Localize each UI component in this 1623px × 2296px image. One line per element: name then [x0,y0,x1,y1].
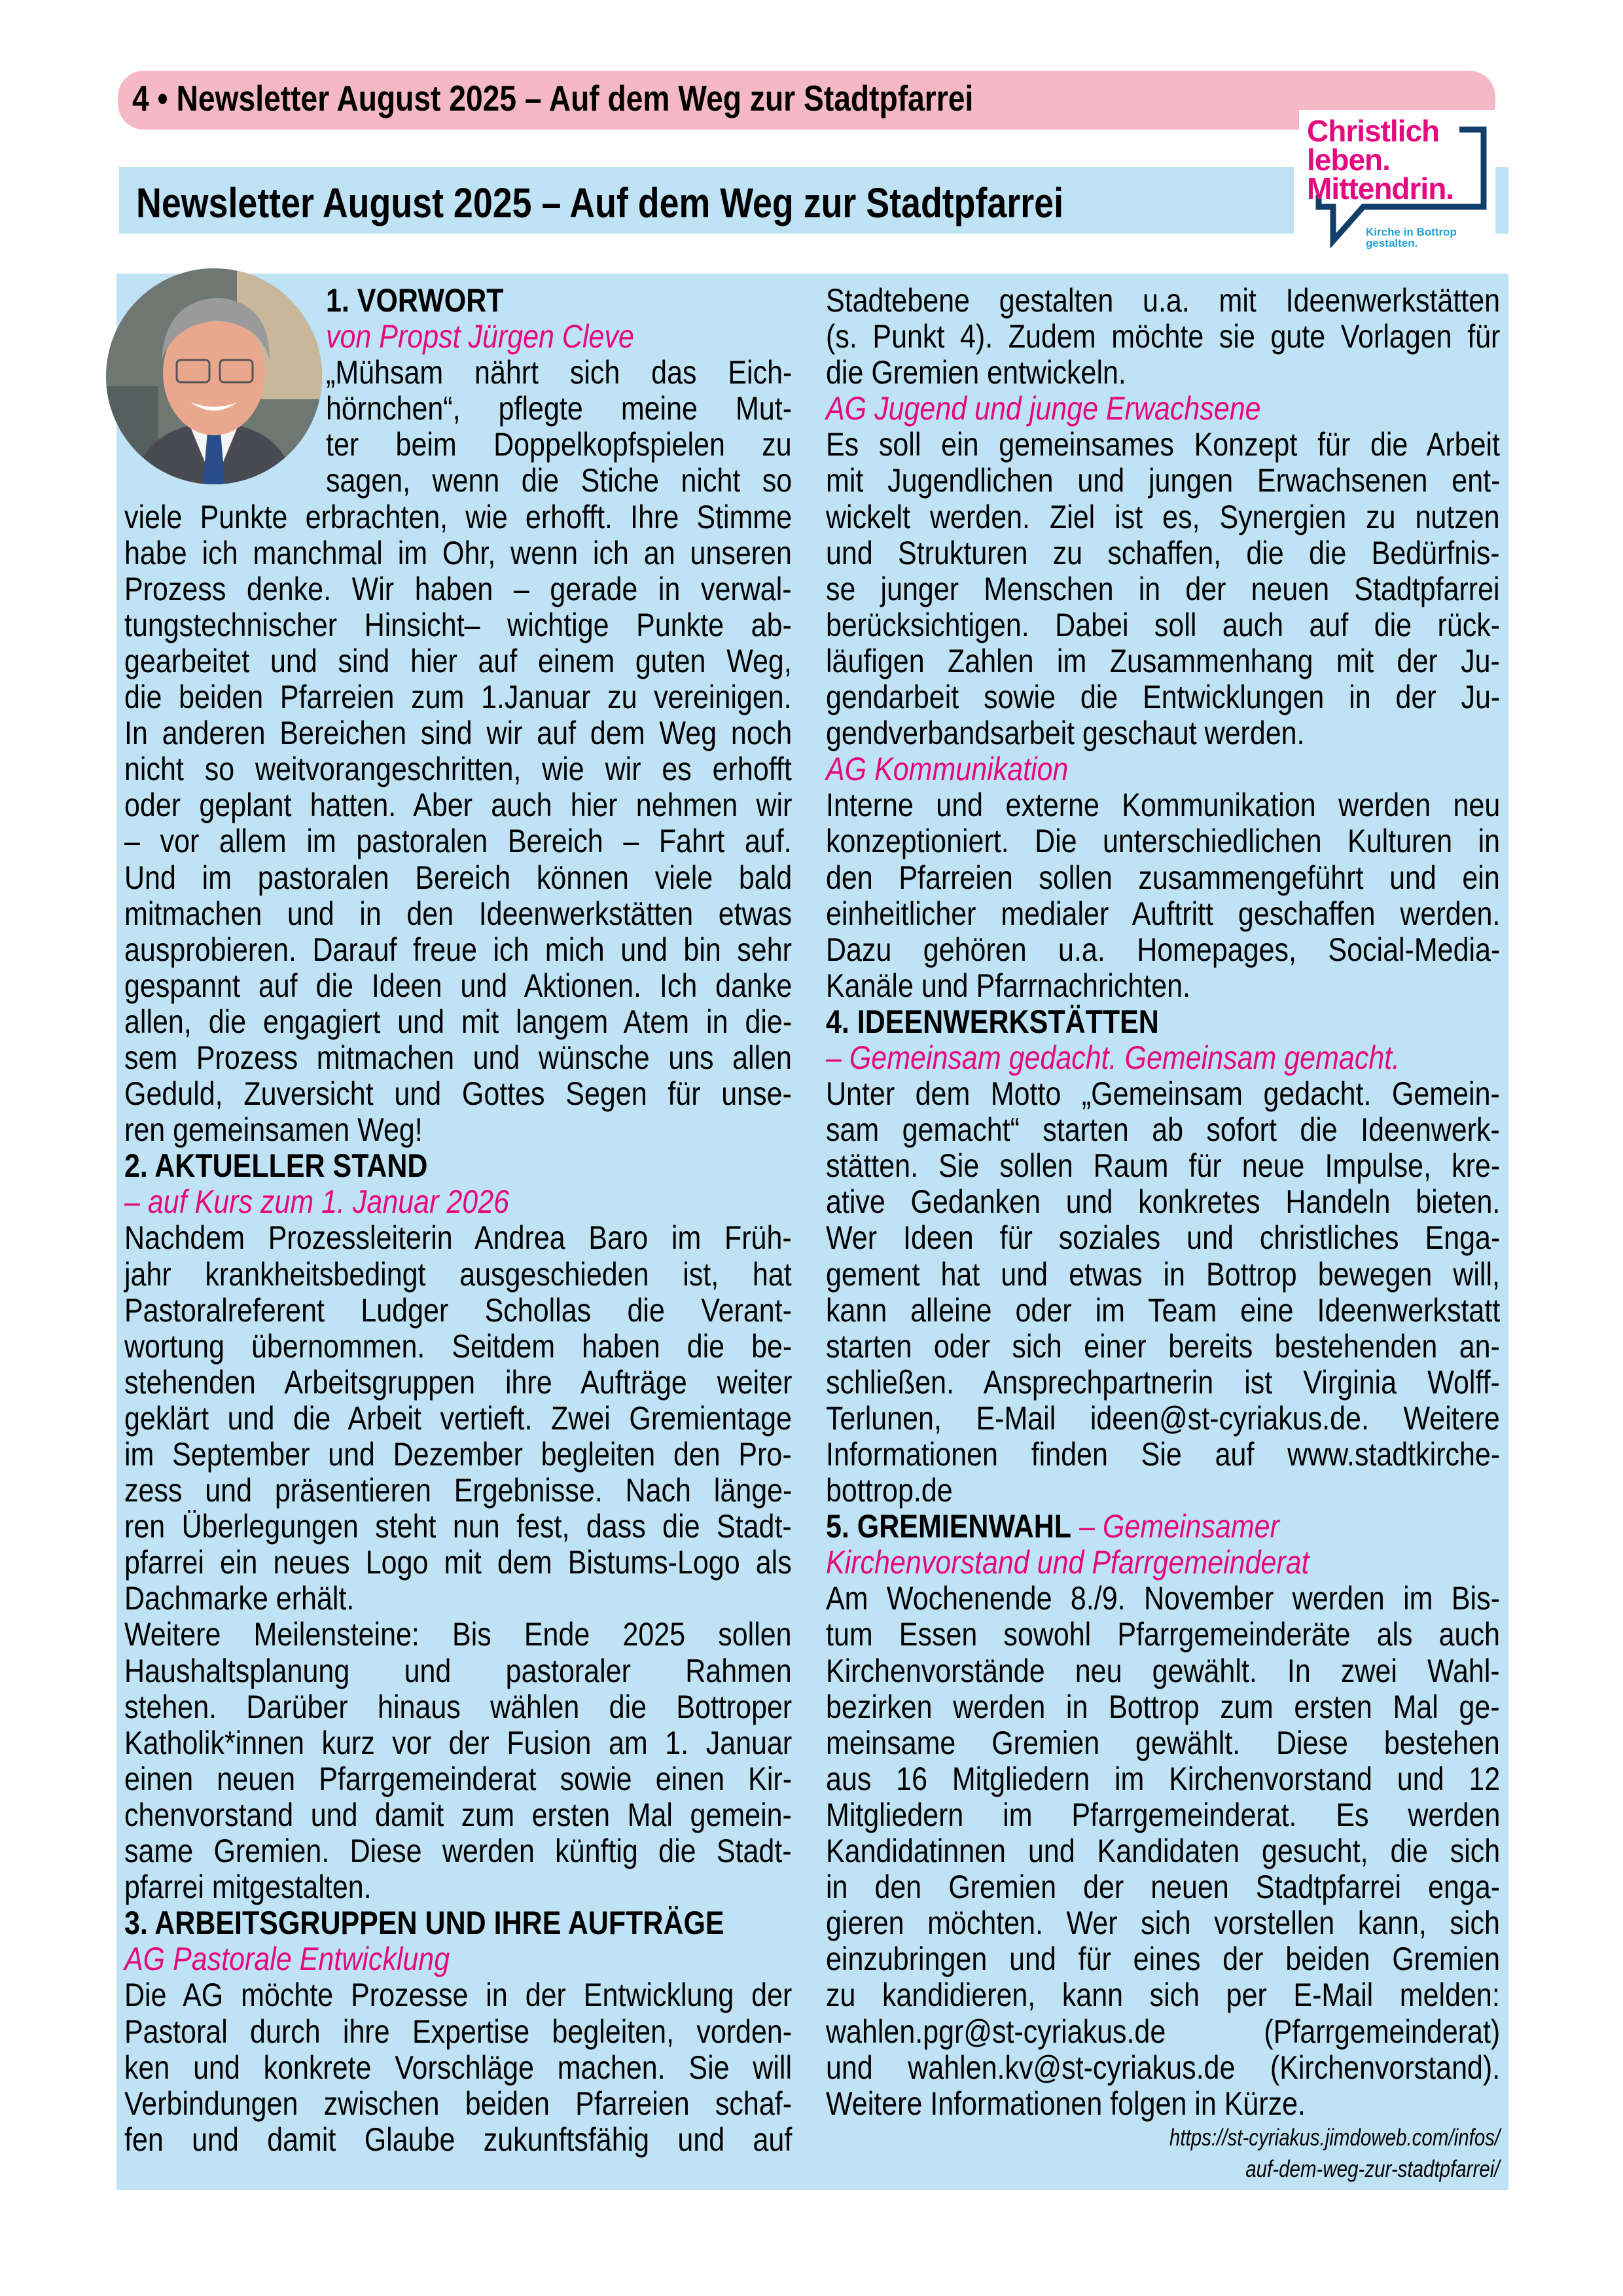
section-subheading [826,1545,1500,1581]
line-text: einzubringen und für eines der beiden Gremien [826,1941,1501,1978]
line-text: kann alleine oder im Team eine Ideenwerkstatt [826,1291,1501,1329]
running-title: Newsletter August 2025 – Auf dem Weg zur Stadtpfarrei [176,78,974,118]
line-text: AG Kommunikation [826,751,1069,788]
line-text: Weitere Informationen folgen in Kürze. [826,2085,1306,2122]
line-text: mit Jugendlichen und jungen Erwachsenen ent- [826,462,1501,499]
line-text: einen neuen Pfarrgemeinderat sowie einen Kir- [124,1760,793,1797]
text-line [124,1869,792,1905]
text-line [826,1112,1500,1148]
section-subheading [124,1941,792,1977]
line-text: läufigen Zahlen im Zusammenhang mit der Ju- [826,642,1500,679]
text-line [124,1761,792,1797]
line-text: – auf Kurs zum 1. Januar 2026 [124,1183,510,1221]
line-text: wahlen.pgr@st-cyriakus.de (Pfarrgemeinderat) [826,2013,1501,2050]
text-line [124,823,792,859]
page-title: Newsletter August 2025 – Auf dem Weg zur Stadtpfarrei [136,179,1064,226]
line-text: Wer Ideen für soziales und christliches Enga- [826,1219,1501,1257]
bullet: • [157,78,168,118]
line-text: 1. VORWORT [326,282,504,319]
text-line [826,932,1500,968]
line-text: Und im pastoralen Bereich können viele bald [124,859,793,896]
text-line [124,1076,792,1112]
text-line [826,1869,1500,1905]
title-bar [119,167,1294,234]
line-text: nicht so weitvorangeschritten, wie wir es erhofft [124,751,792,788]
left-column [124,283,792,2158]
text-line [826,968,1500,1004]
line-text: von Propst Jürgen Cleve [326,318,634,355]
text-line [124,715,792,751]
line-text: 3. ARBEITSGRUPPEN UND IHRE AUFTRÄGE [124,1905,724,1942]
text-line [826,715,1500,751]
line-text [826,1509,1279,1545]
line-text: fen und damit Glaube zukunftsfähig und auf [124,2121,793,2158]
text-line [826,2014,1500,2050]
line-text: hörnchen“, pflegte meine Mut- [326,390,793,427]
section-subheading [124,319,792,355]
text-line [826,1220,1500,1256]
line-text: gieren möchten. Wer sich vorstellen kann, sich [826,1905,1500,1942]
line-text: Dazu gehören u.a. Homepages, Social-Media- [826,931,1501,968]
section-heading [124,1905,792,1941]
text-line [124,1581,792,1617]
line-text: meinsame Gremien gewählt. Diese bestehen [826,1724,1500,1761]
logo-tagline: Kirche in Bottrop gestalten. [1366,226,1457,249]
line-text: starten oder sich einer bereits bestehenden an- [826,1327,1500,1365]
text-line [826,679,1500,715]
text-line [826,823,1500,859]
line-text: einheitlicher medialer Auftritt geschaffen werden. [826,895,1501,932]
line-text: ren gemeinsamen Weg! [124,1111,423,1149]
line-text: Verbindungen zwischen beiden Pfarreien schaf- [124,2085,793,2122]
text-line [124,968,792,1004]
text-line [826,427,1500,463]
text-line [826,1581,1500,1617]
source-link [826,2122,1500,2153]
text-line [124,787,792,823]
section-heading [826,1509,1500,1545]
running-header [132,77,973,119]
text-line [124,679,792,715]
logo-christlich-leben [1299,110,1495,251]
text-line [826,1905,1500,1941]
running-header-banner [118,71,1495,130]
text-line [826,1617,1500,1653]
text-line [826,1401,1500,1437]
text-line [124,1977,792,2013]
text-line [826,1148,1500,1184]
line-text: tungstechnischer Hinsicht– wichtige Punkte ab- [124,606,792,643]
line-text: AG Pastorale Entwicklung [124,1941,450,1978]
text-line [826,607,1500,643]
line-text: Dachmarke erhält. [124,1580,355,1617]
text-line [826,1833,1500,1869]
line-text: ken und konkrete Vorschläge machen. Sie will [124,2049,793,2086]
text-line [124,1509,792,1545]
section-heading [826,1004,1500,1040]
text-line [124,1689,792,1725]
line-text: und wahlen.kv@st-cyriakus.de (Kirchenvorstand). [826,2049,1501,2086]
line-text: chenvorstand und damit zum ersten Mal gemein- [124,1796,792,1833]
line-text: „Mühsam nährt sich das Eich- [326,354,793,391]
text-line [124,1653,792,1689]
line-text: ausprobieren. Darauf freue ich mich und bin sehr [124,931,792,968]
line-text: Geduld, Zuversicht und Gottes Segen für unse- [124,1075,792,1113]
text-line [826,1257,1500,1293]
text-line [826,1437,1500,1473]
text-line [124,1473,792,1509]
text-line [124,427,792,463]
text-line [124,1617,792,1653]
line-text: viele Punkte erbrachten, wie erhofft. Ihre Stimme [124,498,793,535]
text-line [124,1329,792,1365]
line-text: Haushaltsplanung und pastoraler Rahmen [124,1652,792,1689]
line-text: Die AG möchte Prozesse in der Entwicklung der [124,1977,793,2014]
text-line [826,283,1500,319]
line-text: gearbeitet und sind hier auf einem guten Weg, [124,642,792,679]
text-line [124,1365,792,1401]
text-line [826,1689,1500,1725]
line-text: sam gemacht“ starten ab sofort die Ideenwerk- [826,1111,1500,1149]
line-text: bottrop.de [826,1472,953,1509]
text-line [826,1977,1500,2013]
text-line [124,1437,792,1473]
text-line [124,1545,792,1581]
line-text: und Strukturen zu schaffen, die die Bedürfnis- [826,534,1500,571]
text-line [826,787,1500,823]
line-text: same Gremien. Diese werden künftig die Stadt- [124,1833,792,1870]
line-text: stätten. Sie sollen Raum für neue Impulse, kre- [826,1147,1501,1185]
line-text: Interne und externe Kommunikation werden neu [826,787,1501,824]
line-text: wortung übernommen. Seitdem haben die be- [124,1327,793,1365]
text-line [124,2014,792,2050]
text-line [826,1725,1500,1761]
right-column [826,283,1500,2185]
line-text: stehenden Arbeitsgruppen ihre Aufträge weiter [124,1363,793,1401]
text-line [826,319,1500,355]
line-text: Unter dem Motto „Gemeinsam gedacht. Gemein- [826,1075,1500,1113]
text-line [826,1184,1500,1220]
line-text: tum Essen sowohl Pfarrgemeinderäte als auch [826,1616,1500,1653]
text-line [124,1220,792,1256]
text-line [124,860,792,896]
text-line [826,463,1500,499]
text-line [124,643,792,679]
line-text: gespannt auf die Ideen und Aktionen. Ich danke [124,967,793,1004]
section-subheading [124,1184,792,1220]
line-text: Kirchenvorstand und Pfarrgemeinderat [826,1544,1310,1581]
line-text: Kanäle und Pfarrnachrichten. [826,967,1190,1004]
line-text: ative Gedanken und konkretes Handeln bieten. [826,1183,1501,1221]
text-line [124,391,792,427]
text-line [124,499,792,535]
text-line [826,896,1500,932]
text-line [124,1040,792,1076]
text-line [826,1365,1500,1401]
line-text: gendverbandsarbeit geschaut werden. [826,715,1305,752]
text-line [826,860,1500,896]
text-line [826,571,1500,607]
line-text: 4. IDEENWERKSTÄTTEN [826,1003,1159,1040]
text-line [124,1401,792,1437]
text-line [124,2122,792,2158]
text-line [124,1112,792,1148]
text-line [124,896,792,932]
line-text: In anderen Bereichen sind wir auf dem Weg noch [124,715,793,752]
line-text: aus 16 Mitgliedern im Kirchenvorstand und 12 [826,1760,1501,1797]
line-text: AG Jugend und junge Erwachsene [826,390,1261,427]
line-text: Prozess denke. Wir haben – gerade in verwal- [124,570,792,607]
text-line [124,1833,792,1869]
section-subheading [826,1040,1500,1076]
line-text: pfarrei mitgestalten. [124,1869,372,1906]
text-line [826,1293,1500,1329]
text-line [826,643,1500,679]
line-text: konzeptioniert. Die unterschiedlichen Kulturen in [826,823,1501,860]
line-text: Stadtebene gestalten u.a. mit Ideenwerkstätten [826,282,1501,319]
text-line [124,1004,792,1040]
line-text: Pastoralreferent Ludger Schollas die Verant- [124,1291,792,1329]
line-text: – Gemeinsam gedacht. Gemeinsam gemacht. [826,1039,1400,1076]
text-line [124,355,792,391]
source-link [826,2153,1500,2185]
section-heading [124,283,792,319]
line-text: Pastoral durch ihre Expertise begleiten, vorden- [124,2013,793,2050]
text-line [826,1076,1500,1112]
text-line [124,463,792,499]
line-text: https://st-cyriakus.jimdoweb.com/infos/ [1169,2123,1500,2151]
section-heading [124,1148,792,1184]
text-line [124,535,792,571]
text-line [124,751,792,787]
logo-text: Christlich leben. Mittendrin. [1307,114,1454,206]
line-text: Mitgliedern im Pfarrgemeinderat. Es werden [826,1796,1501,1833]
line-text: Es soll ein gemeinsames Konzept für die Arbeit [826,426,1500,463]
text-line [826,1941,1500,1977]
text-line [124,2050,792,2086]
line-text: die Gremien entwickeln. [826,354,1126,391]
text-line [124,1725,792,1761]
text-line [826,1653,1500,1689]
line-text: geklärt und die Arbeit vertieft. Zwei Gremientage [124,1399,792,1437]
text-line [124,1293,792,1329]
line-text: den Pfarreien sollen zusammengeführt und ein [826,859,1500,896]
page-number: 4 [132,78,149,118]
line-text: zess und präsentieren Ergebnisse. Nach länge- [124,1472,793,1509]
line-text: die beiden Pfarreien zum 1.Januar zu vereinigen. [124,679,792,716]
text-line [826,2050,1500,2086]
line-text: Terlunen, E-Mail ideen@st-cyriakus.de. Weitere [826,1399,1500,1437]
line-text: allen, die engagiert und mit langem Atem in die- [124,1003,793,1040]
line-text: 2. AKTUELLER STAND [124,1147,428,1185]
line-text: schließen. Ansprechpartnerin ist Virginia Wolff- [826,1363,1500,1401]
line-text: auf-dem-weg-zur-stadtpfarrei/ [1245,2155,1500,2182]
heading-subtitle: – Gemeinsamer [1071,1508,1279,1545]
line-text: Nachdem Prozessleiterin Andrea Baro im Früh- [124,1219,792,1257]
line-text: – vor allem im pastoralen Bereich – Fahrt auf. [124,823,792,860]
text-line [826,355,1500,391]
text-line [826,1797,1500,1833]
text-line [124,607,792,643]
line-text: im September und Dezember begleiten den Pro- [124,1436,792,1473]
text-line [124,1257,792,1293]
line-text: oder geplant hatten. Aber auch hier nehmen wir [124,787,793,824]
line-text: jahr krankheitsbedingt ausgeschieden ist, hat [124,1255,792,1293]
text-line [826,1761,1500,1797]
heading-text: 5. GREMIENWAHL [826,1508,1072,1545]
line-text: Kandidatinnen und Kandidaten gesucht, die sich [826,1833,1501,1870]
text-line [124,571,792,607]
section-subheading [826,391,1500,427]
line-text: (s. Punkt 4). Zudem möchte sie gute Vorlagen für [826,318,1501,355]
line-text: pfarrei ein neues Logo mit dem Bistums-Logo als [124,1544,792,1581]
text-line [826,2086,1500,2122]
line-text: gendarbeit sowie die Entwicklungen in der Ju- [826,679,1501,716]
line-text: Am Wochenende 8./9. November werden im Bis- [826,1580,1500,1617]
text-line [124,2086,792,2122]
text-line [124,932,792,968]
section-subheading [826,751,1500,787]
line-text: in den Gremien der neuen Stadtpfarrei enga- [826,1869,1501,1906]
line-text: sem Prozess mitmachen und wünsche uns allen [124,1039,792,1076]
line-text: bezirken werden in Bottrop zum ersten Mal ge- [826,1688,1500,1725]
text-line [826,535,1500,571]
line-text: Weitere Meilensteine: Bis Ende 2025 sollen [124,1616,792,1653]
line-text: Katholik*innen kurz vor der Fusion am 1. Januar [124,1724,793,1761]
line-text: habe ich manchmal im Ohr, wenn ich an unseren [124,534,792,571]
text-line [826,1329,1500,1365]
line-text: ter beim Doppelkopfspielen zu [326,426,792,463]
line-text: sagen, wenn die Stiche nicht so [326,462,793,499]
line-text: gement hat und etwas in Bottrop bewegen will, [826,1255,1500,1293]
line-text: Informationen finden Sie auf www.stadtkirche- [826,1436,1501,1473]
text-line [124,1797,792,1833]
line-text: zu kandidieren, kann sich per E-Mail melden: [826,1977,1500,2014]
line-text: stehen. Darüber hinaus wählen die Bottroper [124,1688,793,1725]
text-line [826,499,1500,535]
line-text: se junger Menschen in der neuen Stadtpfarrei [826,570,1500,607]
line-text: Kirchenvorstände neu gewählt. In zwei Wahl- [826,1652,1500,1689]
line-text: wickelt werden. Ziel ist es, Synergien zu nutzen [826,498,1500,535]
line-text: mitmachen und in den Ideenwerkstätten etwas [124,895,793,932]
text-line [826,1473,1500,1509]
line-text: berücksichtigen. Dabei soll auch auf die rück- [826,606,1501,643]
line-text: ren Überlegungen steht nun fest, dass die Stadt- [124,1508,792,1545]
